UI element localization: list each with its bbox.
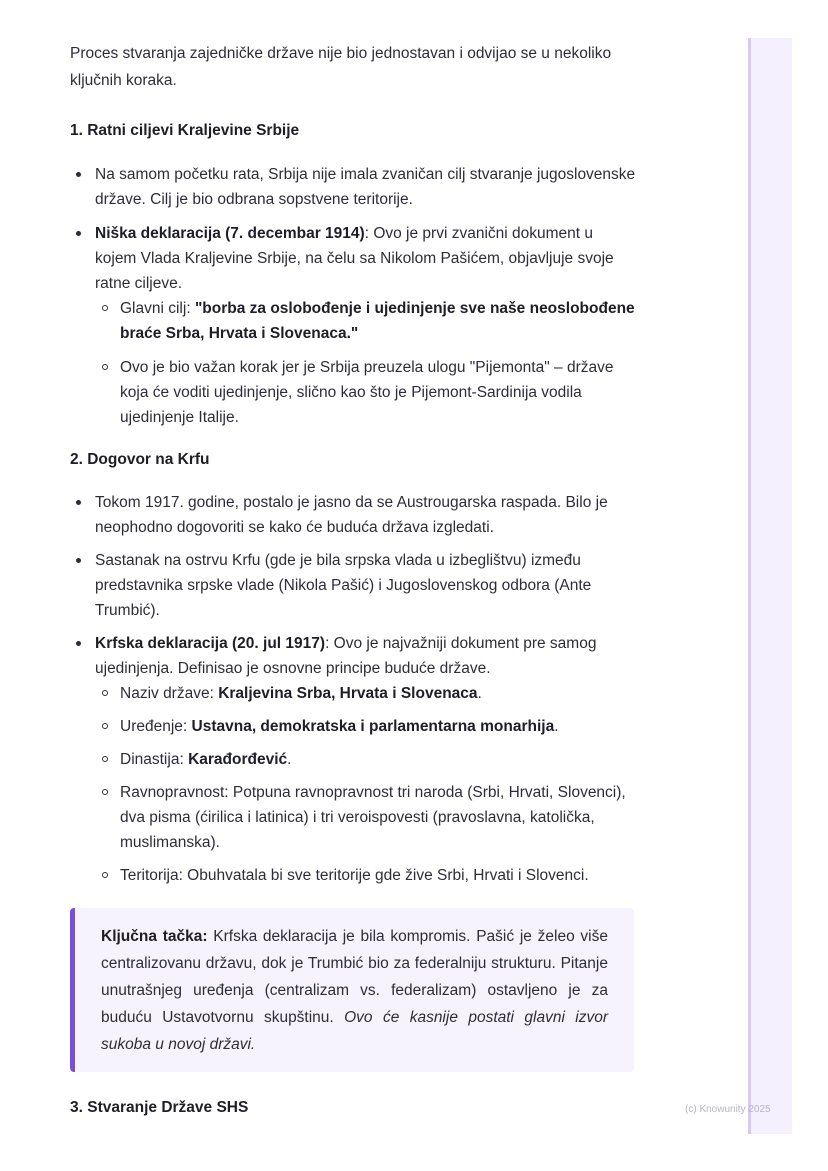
- state-name: Kraljevina Srba, Hrvata i Slovenaca: [218, 685, 478, 702]
- sub-item-text: Ravnopravnost: Potpuna ravnopravnost tri naroda (Srbi, Hrvati, Slovenci), dva pisma (ćirilica i latinica) i tri veroispovesti (pravoslavna, katolička, muslimanska).: [120, 784, 626, 851]
- sub-item-label: Naziv države:: [120, 685, 219, 702]
- callout-label: Ključna tačka:: [101, 928, 208, 945]
- list-item-text: : Ovo je najvažniji dokument pre samog ujedinjenja. Definisao je osnovne principe buduće države.: [95, 635, 597, 677]
- period: .: [554, 718, 559, 735]
- state-system: Ustavna, demokratska i parlamentarna monarhija: [191, 718, 555, 735]
- section-3-heading: 3. Stvaranje Države SHS: [70, 1099, 249, 1116]
- period: .: [477, 685, 482, 702]
- callout-text: Krfska deklaracija je bila kompromis. Pašić je želeo više centralizovanu državu, dok je Trumbić bio za federalniju strukturu. Pitanje unutrašnjeg uređenja (centralizam vs. federalizam) ostavljeno je za buduću Ustavotvornu skupštinu.: [101, 928, 608, 1026]
- section-2-heading: 2. Dogovor na Krfu: [70, 451, 210, 468]
- sub-list-item: [95, 355, 636, 430]
- krfu-declaration-title: Krfska deklaracija (20. jul 1917): [95, 635, 326, 652]
- list-item: [70, 548, 636, 623]
- sub-item-text: Teritorija: Obuhvatala bi sve teritorije gde žive Srbi, Hrvati i Slovenci.: [120, 867, 589, 884]
- list-item: [70, 490, 636, 540]
- main-goal-quote: "borba za oslobođenje i ujedinjenje sve naše neoslobođene braće Srba, Hrvata i Slovenaca.": [120, 300, 635, 342]
- dynasty: Karađorđević: [188, 751, 288, 768]
- sub-item-label: Uređenje:: [120, 718, 192, 735]
- sub-item-label: Dinastija:: [120, 751, 189, 768]
- sub-list-item: [95, 296, 636, 346]
- list-item: [70, 221, 636, 430]
- list-item-text: : Ovo je prvi zvanični dokument u kojem Vlada Kraljevine Srbije, na čelu sa Nikolom Pašićem, objavljuje svoje ratne ciljeve.: [95, 225, 614, 292]
- sub-item-text: Ovo je bio važan korak jer je Srbija preuzela ulogu "Pijemonta" – države koja će voditi ujedinjenje, slično kao što je Pijemont-Sardinija vodila ujedinjenje Italije.: [120, 359, 614, 426]
- list-item: [70, 631, 636, 888]
- section-1-sublist: [95, 296, 636, 430]
- section-2-sublist: [95, 681, 636, 888]
- section-1-list: [70, 162, 636, 430]
- sub-list-item: [95, 863, 636, 888]
- callout-italic: Ovo će kasnije postati glavni izvor sukoba u novoj državi.: [101, 1009, 608, 1053]
- list-item-text: Sastanak na ostrvu Krfu (gde je bila srpska vlada u izbeglištvu) između predstavnika srpske vlade (Nikola Pašić) i Jugoslovenskog odbora (Ante Trumbić).: [95, 552, 592, 619]
- period: .: [287, 751, 292, 768]
- intro-paragraph: Proces stvaranja zajedničke države nije bio jednostavan i odvijao se u nekoliko ključnih koraka.: [70, 45, 612, 89]
- sub-list-item: [95, 747, 636, 772]
- list-item: [70, 162, 636, 212]
- sub-list-item: [95, 780, 636, 855]
- key-point-callout: [70, 908, 634, 1072]
- document-content: [70, 40, 636, 1120]
- list-item-text: Na samom početku rata, Srbija nije imala zvaničan cilj stvaranje jugoslovenske države. Cilj je bio odbrana sopstvene teritorije.: [95, 166, 636, 208]
- niska-declaration-title: Niška deklaracija (7. decembar 1914): [95, 225, 365, 242]
- sidebar-panel: [748, 38, 792, 1134]
- section-2-list: [70, 490, 636, 888]
- sub-item-label: Glavni cilj:: [120, 300, 195, 317]
- copyright-text: (c) Knowunity 2025: [685, 1104, 771, 1115]
- sub-list-item: [95, 714, 636, 739]
- sub-list-item: [95, 681, 636, 706]
- section-1-heading: 1. Ratni ciljevi Kraljevine Srbije: [70, 122, 300, 139]
- list-item-text: Tokom 1917. godine, postalo je jasno da se Austrougarska raspada. Bilo je neophodno dogovoriti se kako će buduća država izgledati.: [95, 494, 608, 536]
